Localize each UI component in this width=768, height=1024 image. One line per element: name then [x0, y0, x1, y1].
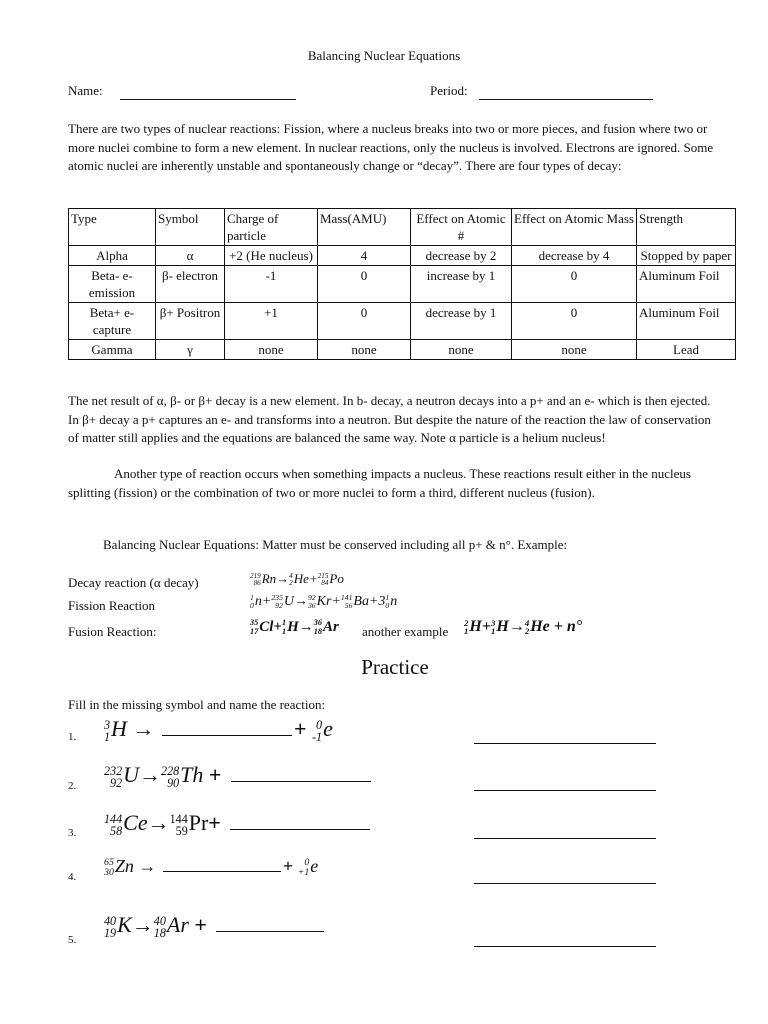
- intro-paragraph: There are two types of nuclear reactions: Fission, where a nucleus breaks into two or more pieces, and fusion where two or more nuclei combine to form a new element. In nuclear reactions, only the nucleus is involved. Electrons are ignored. Some atomic nuclei are inherently unstable and spontaneously change or “decay”. There are four types of decay:: [68, 121, 714, 173]
- cell: Gamma: [69, 340, 156, 360]
- cell: Aluminum Foil: [637, 303, 736, 340]
- cell: Aluminum Foil: [637, 266, 736, 303]
- cell: none: [411, 340, 512, 360]
- fission-equation: 1 0 n+ 235 92 U→ 92 36 Kr+ 141 56 Ba+3 1 0 n: [250, 593, 398, 610]
- problem-number: 4.: [68, 871, 77, 883]
- reaction-paragraph: Another type of reaction occurs when something impacts a nucleus. These reactions result either in the nucleus splitting (fission) or the combination of two or more nuclei to form a third, different nucleus (fusion).: [68, 466, 691, 500]
- problem-5-answer-line[interactable]: [474, 945, 656, 947]
- cell: Alpha: [69, 246, 156, 266]
- cell: Lead: [637, 340, 736, 360]
- cell: Beta- e- emission: [69, 266, 156, 303]
- fusion-label: Fusion Reaction:: [68, 624, 157, 639]
- problem-number: 3.: [68, 827, 77, 839]
- cell: none: [225, 340, 318, 360]
- problem-4-blank[interactable]: [163, 870, 281, 872]
- cell: Stopped by paper: [637, 246, 736, 266]
- cell: decrease by 1: [411, 303, 512, 340]
- table-row: [69, 266, 736, 303]
- problem-5-blank[interactable]: [216, 930, 324, 932]
- th-atomic-number: Effect on Atomic #: [411, 209, 512, 246]
- cell: none: [512, 340, 637, 360]
- cell: γ: [156, 340, 225, 360]
- period-field[interactable]: [430, 83, 653, 100]
- table-row: [69, 340, 736, 360]
- decay-equation: 219 86 Rn→ 4 2 He+ 215 84 Po: [250, 571, 344, 588]
- problem-number: 1.: [68, 731, 77, 743]
- practice-instructions: Fill in the missing symbol and name the reaction:: [68, 697, 326, 712]
- another-example-label: another example: [362, 624, 449, 639]
- table-header-row: [69, 209, 736, 246]
- problem-4-equation: 65 30 Zn → + 0 +1 e: [104, 856, 319, 878]
- name-label: Name:: [68, 83, 103, 98]
- fusion-equation: 35 17 Cl+ 1 1 H→ 36 18 Ar: [250, 618, 339, 636]
- practice-heading: Practice: [361, 655, 429, 679]
- problem-4-answer-line[interactable]: [474, 882, 656, 884]
- cell: decrease by 4: [512, 246, 637, 266]
- name-field[interactable]: [68, 83, 296, 100]
- problem-3-equation: 144 58 Ce→ 144 59 Pr+: [104, 810, 370, 837]
- problem-3-answer-line[interactable]: [474, 837, 656, 839]
- cell: 0: [318, 266, 411, 303]
- cell: α: [156, 246, 225, 266]
- th-charge: Charge of particle: [225, 209, 318, 246]
- problem-number: 2.: [68, 780, 77, 792]
- problem-number: 5.: [68, 934, 77, 946]
- cell: β+ Positron: [156, 303, 225, 340]
- cell: 4: [318, 246, 411, 266]
- period-blank[interactable]: [479, 83, 653, 100]
- page-title: Balancing Nuclear Equations: [307, 48, 461, 63]
- cell: 0: [512, 303, 637, 340]
- th-mass: Mass(AMU): [318, 209, 411, 246]
- table-row: [69, 303, 736, 340]
- decay-label: Decay reaction (α decay): [68, 575, 199, 590]
- problem-1-blank[interactable]: [162, 734, 292, 736]
- cell: -1: [225, 266, 318, 303]
- th-atomic-mass: Effect on Atomic Mass: [512, 209, 637, 246]
- cell: β- electron: [156, 266, 225, 303]
- problem-2-blank[interactable]: [231, 780, 371, 782]
- table-row: [69, 246, 736, 266]
- problem-2-answer-line[interactable]: [474, 789, 656, 791]
- period-label: Period:: [430, 83, 468, 98]
- cell: 0: [512, 266, 637, 303]
- problem-3-blank[interactable]: [230, 828, 370, 830]
- cell: 0: [318, 303, 411, 340]
- decay-table: [68, 208, 736, 360]
- th-type: Type: [69, 209, 156, 246]
- th-strength: Strength: [637, 209, 736, 246]
- th-symbol: Symbol: [156, 209, 225, 246]
- balancing-intro: Balancing Nuclear Equations: Matter must be conserved including all p+ & n°. Example:: [103, 537, 568, 552]
- problem-5-equation: 40 19 K→ 40 18 Ar +: [104, 912, 324, 939]
- cell: Beta+ e- capture: [69, 303, 156, 340]
- problem-2-equation: 232 92 U→ 228 90 Th +: [104, 762, 371, 789]
- problem-1-answer-line[interactable]: [474, 742, 656, 744]
- cell: +2 (He nucleus): [225, 246, 318, 266]
- problem-1-equation: 3 1 H → + 0 -1 e: [104, 716, 333, 744]
- net-result-paragraph: The net result of α, β- or β+ decay is a new element. In b- decay, a neutron decays into a p+ and an e- which is then ejected. In β+ decay a p+ captures an e- and transforms into a neutron. But despite the nature of the reaction the law of conservation of matter still applies and the equations are balanced the same way. Note α particle is a helium nucleus!: [68, 393, 711, 445]
- fission-label: Fission Reaction: [68, 598, 156, 613]
- cell: +1: [225, 303, 318, 340]
- cell: increase by 1: [411, 266, 512, 303]
- fusion-example-equation: 2 1 H+ 3 1 H→ 4 2 He + n°: [464, 617, 583, 637]
- name-blank[interactable]: [120, 83, 296, 100]
- cell: none: [318, 340, 411, 360]
- cell: decrease by 2: [411, 246, 512, 266]
